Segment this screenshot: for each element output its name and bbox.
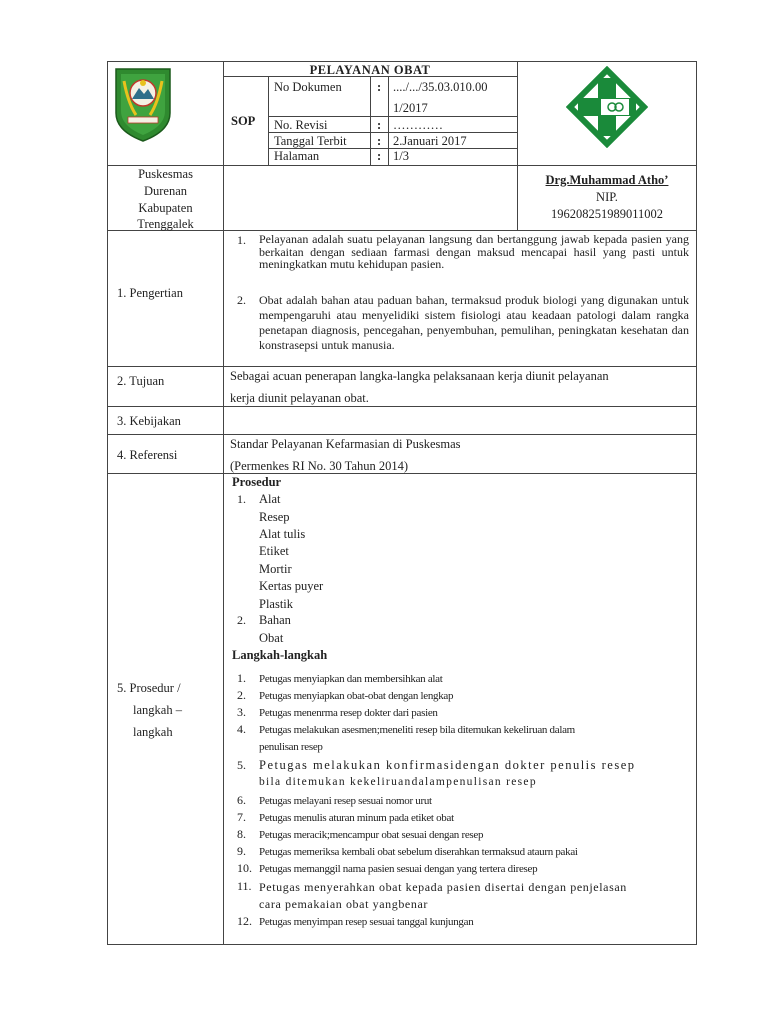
step-number: 8.: [237, 827, 246, 841]
no-revisi-value: …………: [393, 118, 443, 132]
step-text: Petugas memeriksa kembali obat sebelum diserahkan termaksud ataurn pakai: [259, 846, 578, 858]
tujuan-line-2: kerja diunit pelayanan obat.: [230, 391, 369, 405]
section-prosedur-label-1: 5. Prosedur /: [117, 681, 181, 695]
tool-item: Alat tulis: [259, 527, 306, 541]
step-number: 5.: [237, 758, 246, 772]
halaman-colon: :: [377, 149, 382, 163]
no-dokumen-colon: :: [377, 80, 382, 94]
step-text: Petugas menenrma resep dokter dari pasien: [259, 707, 438, 719]
section-kebijakan-label: 3. Kebijakan: [117, 414, 181, 428]
halaman-label: Halaman: [274, 149, 320, 163]
section-prosedur-label-2: langkah –: [133, 703, 182, 717]
halaman-value: 1/3: [393, 149, 409, 163]
step-number: 7.: [237, 810, 246, 824]
no-revisi-colon: :: [377, 118, 382, 132]
section-pengertian-label: 1. Pengertian: [117, 286, 183, 300]
step-text: Petugas menyimpan resep sesuai tanggal kunjungan: [259, 916, 474, 928]
section-tujuan-label: 2. Tujuan: [117, 374, 165, 388]
step-number: 4.: [237, 722, 246, 736]
referensi-line-1: Standar Pelayanan Kefarmasian di Puskesmas: [230, 437, 461, 451]
tool-item: Etiket: [259, 544, 289, 558]
step-text: Petugas menyiapkan dan membersihkan alat: [259, 673, 443, 685]
tool-item: Resep: [259, 510, 290, 524]
no-revisi-label: No. Revisi: [274, 118, 328, 132]
step-text: Petugas melakukan konfirmasidengan dokter penulis resep: [259, 758, 636, 772]
tanggal-terbit-value: 2.Januari 2017: [393, 134, 467, 148]
signatory-nip-label: NIP.: [596, 190, 618, 204]
section-referensi-label: 4. Referensi: [117, 448, 178, 462]
step-text: Petugas menulis aturan minum pada etiket obat: [259, 812, 454, 824]
step-number: 6.: [237, 793, 246, 807]
step-text-continued: cara pemakaian obat yangbenar: [259, 897, 428, 911]
step-text: Petugas menyerahkan obat kepada pasien disertai dengan penjelasan: [259, 880, 627, 894]
pengertian-item-1-number: 1.: [237, 233, 246, 247]
pengertian-item-1: Pelayanan adalah suatu pelayanan langsung dan bertanggung jawab kepada pasien yang berkaitan dengan sediaan farmasi dengan maksud mencapai hasil yang pasti untuk meningkatkan mutu kehidupan pasien.: [259, 232, 689, 271]
material-item: Obat: [259, 631, 284, 645]
document-title: PELAYANAN OBAT: [309, 63, 431, 77]
section-prosedur-label-3: langkah: [133, 725, 173, 739]
steps-heading: Langkah-langkah: [232, 648, 328, 662]
step-text-continued: penulisan resep: [259, 741, 323, 753]
tanggal-terbit-label: Tanggal Terbit: [274, 134, 347, 148]
signatory-nip: 196208251989011002: [550, 207, 664, 221]
step-number: 9.: [237, 844, 246, 858]
institution-line-4: Trenggalek: [137, 217, 194, 231]
no-dokumen-value: ..../.../35.03.010.00: [393, 80, 488, 94]
tanggal-terbit-colon: :: [377, 134, 382, 148]
step-text: Petugas melakukan asesmen;meneliti resep bila ditemukan kekeliruan dalam: [259, 724, 575, 736]
referensi-line-2: (Permenkes RI No. 30 Tahun 2014): [230, 459, 409, 473]
step-number: 11.: [237, 879, 252, 893]
materials-number: 2.: [237, 613, 246, 627]
institution-line-1: Puskesmas: [138, 167, 193, 181]
tools-number: 1.: [237, 492, 246, 506]
tool-item: Plastik: [259, 597, 294, 611]
step-number: 10.: [237, 861, 252, 875]
step-text: Petugas menyiapkan obat-obat dengan lengkap: [259, 690, 454, 702]
pengertian-item-2-number: 2.: [237, 293, 246, 307]
institution-line-3: Kabupaten: [138, 201, 193, 215]
signatory-name: Drg.Muhammad Atho’: [545, 173, 669, 187]
prosedur-heading: Prosedur: [232, 475, 282, 489]
material-item: Bahan: [259, 613, 291, 627]
tool-item: Alat: [259, 492, 281, 506]
step-text: Petugas memanggil nama pasien sesuai dengan yang tertera diresep: [259, 863, 538, 875]
puskesmas-logo: [566, 66, 648, 148]
institution-line-2: Durenan: [143, 184, 188, 198]
tool-item: Mortir: [259, 562, 292, 576]
step-number: 12.: [237, 914, 252, 928]
pengertian-item-2: Obat adalah bahan atau paduan bahan, termaksud produk biologi yang digunakan untuk mempengaruhi atau menyelidiki sistem fisiologi atau keadaan patologi dalam rangka penetapan diagnosis, pencegahan, penyembuhan, pemulihan, peningkatan kesehatan dan konstrasepsi untuk manusia.: [259, 293, 689, 352]
sop-label: SOP: [231, 114, 256, 128]
step-number: 2.: [237, 688, 246, 702]
no-dokumen-label: No Dokumen: [274, 80, 342, 94]
step-text: Petugas meracik;mencampur obat sesuai dengan resep: [259, 829, 484, 841]
step-text: Petugas melayani resep sesuai nomor urut: [259, 795, 432, 807]
step-number: 3.: [237, 705, 246, 719]
step-text-continued: bila ditemukan kekeliruandalampenulisan resep: [259, 776, 537, 788]
no-dokumen-value-cont: 1/2017: [393, 101, 428, 115]
regency-emblem: [108, 63, 178, 143]
tool-item: Kertas puyer: [259, 579, 324, 593]
step-number: 1.: [237, 671, 246, 685]
tujuan-line-1: Sebagai acuan penerapan langka-langka pelaksanaan kerja diunit pelayanan: [230, 369, 609, 383]
